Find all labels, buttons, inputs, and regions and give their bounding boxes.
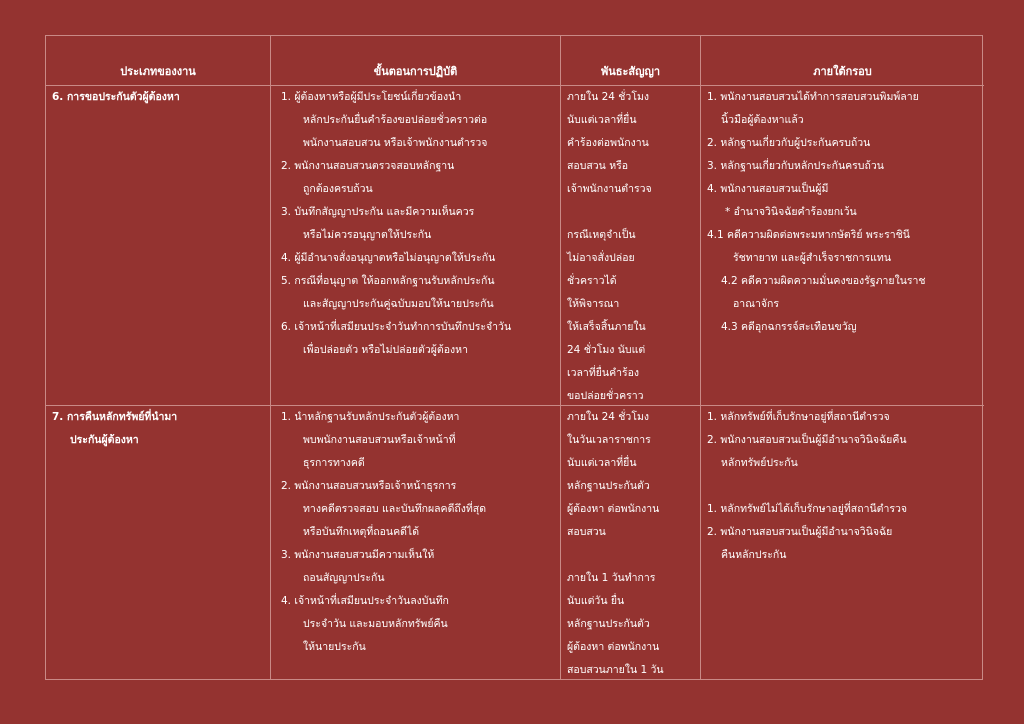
table-grid [46, 36, 982, 679]
spacer [707, 475, 978, 498]
step-line: ทางคดีตรวจสอบ และบันทึกผลคดีถึงที่สุด [303, 503, 487, 515]
step-line: 5. กรณีที่อนุญาต ให้ออกหลักฐานรับหลักประกัน [281, 275, 495, 287]
commit-line: สอบสวนภายใน 1 วัน [567, 664, 664, 676]
text-line: 7. การคืนหลักทรัพย์ที่นำมา [52, 411, 178, 423]
commit-line: ภายใน 1 วันทำการ [567, 572, 656, 584]
step-line: ให้นายประกัน [303, 641, 366, 653]
frame-line: 2. หลักฐานเกี่ยวกับผู้ประกันครบถ้วน [707, 137, 871, 149]
row6-work-type [46, 86, 271, 406]
row7-framework [701, 406, 984, 679]
commit-line: หลักฐานประกันตัว [567, 480, 650, 492]
commit-line: 24 ชั่วโมง นับแต่ [567, 344, 646, 356]
step-line: หลักประกันยื่นคำร้องขอปล่อยชั่วคราวต่อ [303, 114, 488, 126]
commit-line: เวลาที่ยื่นคำร้อง [567, 367, 640, 379]
header-framework: ภายใต้กรอบ [701, 36, 984, 86]
frame-line: นิ้วมือผู้ต้องหาแล้ว [721, 114, 804, 126]
commit-line: ภายใน 24 ชั่วโมง [567, 411, 650, 423]
frame-line: 1. พนักงานสอบสวนได้ทำการสอบสวนพิมพ์ลาย [707, 91, 919, 103]
commit-line: ให้เสร็จสิ้นภายใน [567, 321, 646, 333]
step-line: และสัญญาประกันคู่ฉบับมอบให้นายประกัน [303, 298, 494, 310]
row7-commitment [561, 406, 701, 679]
commit-line: ภายใน 24 ชั่วโมง [567, 91, 650, 103]
commit-line: สอบสวน หรือ [567, 160, 629, 172]
frame-line: 4.3 คดีอุกฉกรรจ์สะเทือนขวัญ [721, 321, 857, 333]
header-commitment: พันธะสัญญา [561, 36, 701, 86]
commit-line: นับแต่เวลาที่ยื่น [567, 457, 637, 469]
commit-line: ให้พิจารณา [567, 298, 620, 310]
frame-line: 4.1 คดีความผิดต่อพระมหากษัตริย์ พระราชินี [707, 229, 910, 241]
step-line: 4. เจ้าหน้าที่เสมียนประจำวันลงบันทึก [281, 595, 449, 607]
header-work-type: ประเภทของงาน [46, 36, 271, 86]
commit-line: สอบสวน [567, 526, 606, 538]
step-line: พนักงานสอบสวน หรือเจ้าพนักงานตำรวจ [303, 137, 488, 149]
commit-line: ชั่วคราวได้ [567, 275, 617, 287]
commit-line: ผู้ต้องหา ต่อพนักงาน [567, 503, 660, 515]
row6-procedure [271, 86, 561, 406]
step-line: 2. พนักงานสอบสวนหรือเจ้าหน้าธุรการ [281, 480, 457, 492]
commit-line: นับแต่เวลาที่ยื่น [567, 114, 637, 126]
frame-line: * อำนาจวินิจฉัยคำร้องยกเว้น [725, 206, 857, 218]
step-line: ถอนสัญญาประกัน [303, 572, 385, 584]
commit-line: ในวันเวลาราชการ [567, 434, 651, 446]
step-line: หรือบันทึกเหตุที่ถอนคดีได้ [303, 526, 420, 538]
step-line: พบพนักงานสอบสวนหรือเจ้าหน้าที่ [303, 434, 456, 446]
step-line: 1. นำหลักฐานรับหลักประกันตัวผู้ต้องหา [281, 411, 460, 423]
frame-line: 3. หลักฐานเกี่ยวกับหลักประกันครบถ้วน [707, 160, 884, 172]
commit-line: ผู้ต้องหา ต่อพนักงาน [567, 641, 660, 653]
step-line: 3. บันทึกสัญญาประกัน และมีความเห็นควร [281, 206, 475, 218]
commit-line: นับแต่วัน ยื่น [567, 595, 625, 607]
frame-line: 2. พนักงานสอบสวนเป็นผู้มีอำนาจวินิจฉัยคืน [707, 434, 907, 446]
step-line: 1. ผู้ต้องหาหรือผู้มีประโยชน์เกี่ยวข้องนำ [281, 91, 462, 103]
spacer [567, 201, 694, 224]
commit-line: ขอปล่อยชั่วคราว [567, 390, 644, 402]
procedure-table [45, 35, 983, 680]
spacer [567, 544, 694, 567]
frame-line: รัชทายาท และผู้สำเร็จราชการแทน [733, 252, 891, 264]
frame-line: อาณาจักร [733, 298, 779, 310]
commit-line: หลักฐานประกันตัว [567, 618, 650, 630]
text-line: 6. การขอประกันตัวผู้ต้องหา [52, 91, 180, 103]
commit-line: กรณีเหตุจำเป็น [567, 229, 636, 241]
frame-line: 4. พนักงานสอบสวนเป็นผู้มี [707, 183, 829, 195]
commit-line: เจ้าพนักงานตำรวจ [567, 183, 652, 195]
step-line: หรือไม่ควรอนุญาตให้ประกัน [303, 229, 432, 241]
frame-line: หลักทรัพย์ประกัน [721, 457, 798, 469]
commit-line: คำร้องต่อพนักงาน [567, 137, 649, 149]
frame-line: 1. หลักทรัพย์ที่เก็บรักษาอยู่ที่สถานีตำรวจ [707, 411, 890, 423]
step-line: 2. พนักงานสอบสวนตรวจสอบหลักฐาน [281, 160, 455, 172]
row6-framework [701, 86, 984, 406]
commit-line: ไม่อาจสั่งปล่อย [567, 252, 635, 264]
header-procedure: ขั้นตอนการปฏิบัติ [271, 36, 561, 86]
row6-commitment [561, 86, 701, 406]
frame-line: 1. หลักทรัพย์ไม่ได้เก็บรักษาอยู่ที่สถานีตำรวจ [707, 503, 908, 515]
row7-work-type [46, 406, 271, 679]
step-line: 6. เจ้าหน้าที่เสมียนประจำวันทำการบันทึกประจำวัน [281, 321, 512, 333]
frame-line: 4.2 คดีความผิดความมั่นคงของรัฐภายในราช [721, 275, 926, 287]
step-line: เพื่อปล่อยตัว หรือไม่ปล่อยตัวผู้ต้องหา [303, 344, 468, 356]
step-line: ประจำวัน และมอบหลักทรัพย์คืน [303, 618, 448, 630]
row7-procedure [271, 406, 561, 679]
step-line: ถูกต้องครบถ้วน [303, 183, 373, 195]
step-line: ธุรการทางคดี [303, 457, 365, 469]
text-line: ประกันผู้ต้องหา [70, 434, 139, 446]
frame-line: คืนหลักประกัน [721, 549, 787, 561]
frame-line: 2. พนักงานสอบสวนเป็นผู้มีอำนาจวินิจฉัย [707, 526, 893, 538]
step-line: 4. ผู้มีอำนาจสั่งอนุญาตหรือไม่อนุญาตให้ประกัน [281, 252, 496, 264]
step-line: 3. พนักงานสอบสวนมีความเห็นให้ [281, 549, 435, 561]
